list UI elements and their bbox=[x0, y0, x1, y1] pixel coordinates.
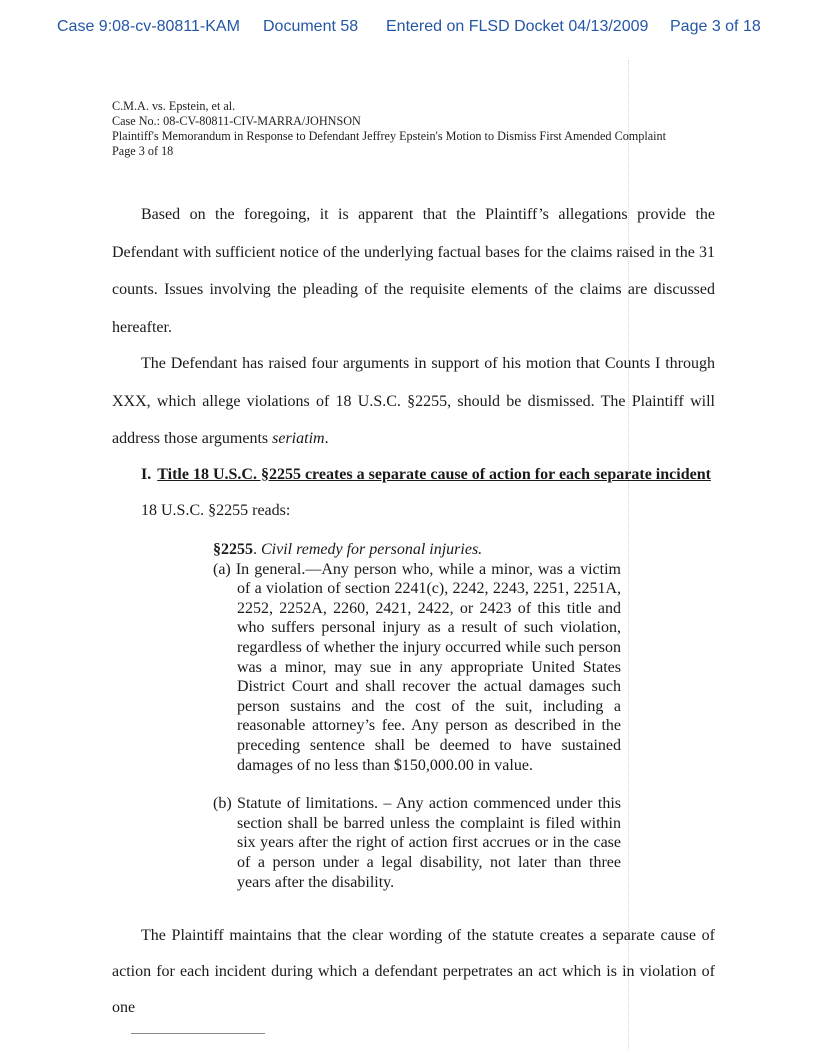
stamp-document-number: Document 58 bbox=[263, 18, 359, 35]
statute-lead-in: 18 U.S.C. §2255 reads: bbox=[141, 502, 291, 519]
section-heading-text: Title 18 U.S.C. §2255 creates a separate cause of action for each separate incident bbox=[157, 466, 711, 483]
paragraph-2-text: The Defendant has raised four arguments in support of his motion that Counts I through XXX, which allege violations of 18 U.S.C. §2255, should be dismissed. The Plaintiff will address those arguments bbox=[112, 355, 715, 447]
body-paragraph-1: Based on the foregoing, it is apparent that the Plaintiff’s allegations provide the Defendant with sufficient notice of the underlying factual bases for the claims raised in the 31 counts. Issues involving the pleading of the requisite elements of the claims are discussed hereafter. bbox=[112, 206, 715, 336]
stamp-entered-docket: Entered on FLSD Docket 04/13/2009 bbox=[386, 18, 649, 35]
caption-case-name: C.M.A. vs. Epstein, et al. bbox=[112, 99, 236, 113]
statute-subsection-b: (b) Statute of limitations. – Any action commenced under this section shall be barred unless the complaint is filed within six years after the right of action first accrues or in the case of a person under a legal disability, not later than three years after the disability. bbox=[213, 795, 621, 891]
stamp-case-number: Case 9:08-cv-80811-KAM bbox=[57, 18, 240, 35]
paragraph-2-end: . bbox=[324, 430, 329, 447]
section-heading bbox=[141, 466, 711, 484]
stamp-page-number: Page 3 of 18 bbox=[670, 18, 761, 35]
section-heading-number: I. bbox=[141, 466, 152, 483]
statute-section-number: §2255 bbox=[213, 541, 253, 558]
statute-heading: §2255. Civil remedy for personal injuries. bbox=[213, 541, 483, 558]
paragraph-2-italic: seriatim bbox=[272, 430, 325, 447]
statute-quote bbox=[213, 540, 621, 892]
body-paragraph-3: The Plaintiff maintains that the clear wording of the statute creates a separate cause of action for each incident during which a defendant perpetrates an act which is in violation of one bbox=[112, 927, 715, 1016]
statute-subsection-a: (a) In general.—Any person who, while a minor, was a victim of a violation of section 2241(c), 2242, 2243, 2251, 2251A, 2252, 2252A, 2260, 2421, 2422, or 2423 of this title and who suffers personal injury as a result of such violation, regardless of whether the injury occurred while such person was a minor, may sue in any appropriate United States District Court and shall recover the actual damages such person sustains and the cost of the suit, including a reasonable attorney’s fee. Any person as described in the preceding sentence shall be deemed to have sustained damages of no less than $150,000.00 in value. bbox=[213, 560, 621, 774]
statute-section-title: Civil remedy for personal injuries. bbox=[261, 541, 483, 558]
caption-page: Page 3 of 18 bbox=[112, 144, 174, 158]
caption-document-title: Plaintiff's Memorandum in Response to Defendant Jeffrey Epstein's Motion to Dismiss First Amended Complaint bbox=[112, 129, 667, 143]
case-caption bbox=[112, 99, 666, 159]
caption-case-no: Case No.: 08-CV-80811-CIV-MARRA/JOHNSON bbox=[112, 114, 361, 128]
body-paragraph-2 bbox=[112, 345, 715, 458]
footnote-separator bbox=[131, 1033, 265, 1034]
